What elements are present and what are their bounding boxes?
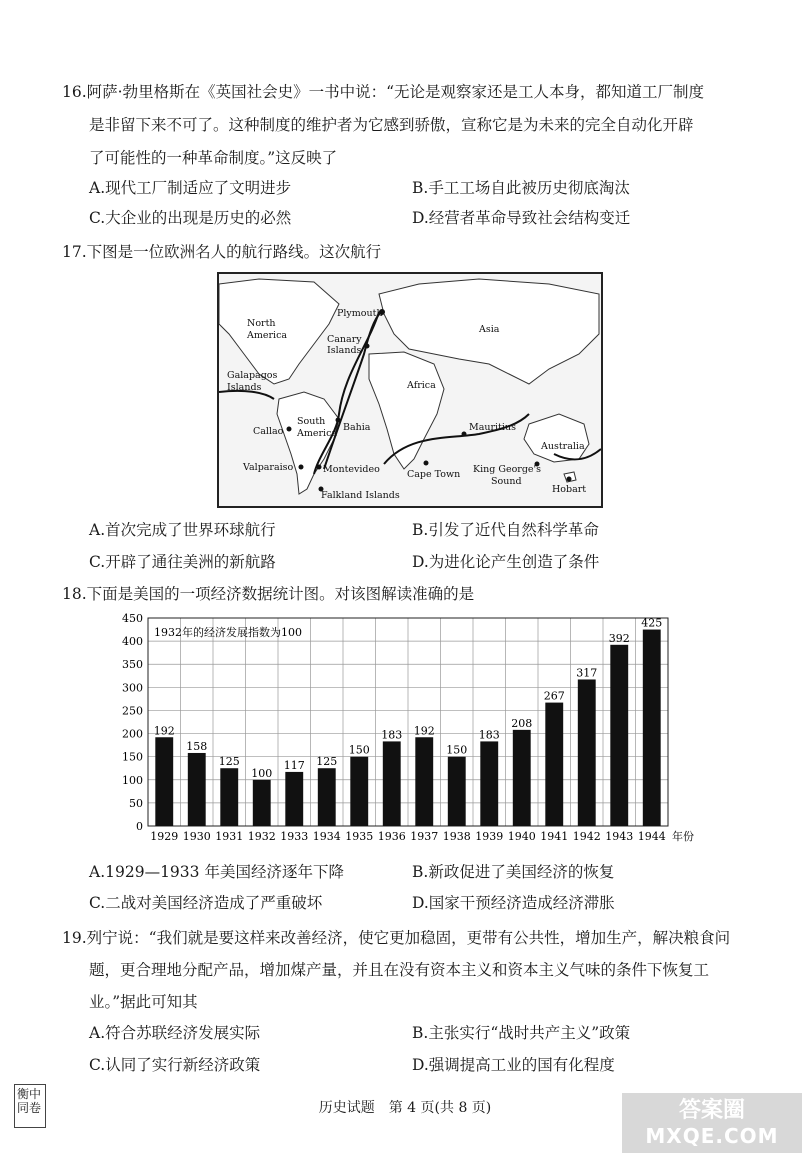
q19-stem-line-3: 业。”据此可知其 xyxy=(89,993,198,1011)
bar-1934 xyxy=(318,768,336,826)
watermark-url: MXQE.COM xyxy=(645,1124,779,1148)
watermark-cn: 答案圈 xyxy=(678,1098,745,1123)
bar-1938 xyxy=(448,757,466,826)
bar-value-label-1941: 267 xyxy=(543,689,565,703)
page-footer: 历史试题 第 4 页(共 8 页) xyxy=(318,1100,492,1116)
q16-stem-line-1: 16.阿萨·勃里格斯在《英国社会史》一书中说：“无论是观察家还是工人本身，都知道工厂制度 xyxy=(62,83,705,101)
label-canary-1: Canary xyxy=(327,334,362,345)
bar-value-label-1944: 425 xyxy=(641,616,663,630)
bar-1937 xyxy=(415,737,433,826)
y-tick-label-3: 150 xyxy=(122,750,143,764)
x-tick-label-1930: 1930 xyxy=(182,830,211,843)
x-tick-label-1939: 1939 xyxy=(475,830,504,843)
economic-index-chart xyxy=(110,610,710,850)
x-tick-label-1936: 1936 xyxy=(377,830,406,843)
label-king-george-1: King George's xyxy=(473,464,542,475)
bar-value-label-1931: 125 xyxy=(218,755,240,769)
q19-stem-line-1: 19.列宁说：“我们就是要这样来改善经济，使它更加稳固，更带有公共性，增加生产，解决粮食问 xyxy=(62,929,731,947)
bar-1931 xyxy=(220,768,238,826)
q17-option-a: A.首次完成了世界环球航行 xyxy=(89,521,276,539)
q17-stem: 17.下图是一位欧洲名人的航行路线。这次航行 xyxy=(62,243,382,261)
q18-option-b: B.新政促进了美国经济的恢复 xyxy=(412,863,615,881)
y-tick-label-9: 450 xyxy=(122,612,143,625)
bar-value-label-1936: 183 xyxy=(381,728,403,742)
label-canary-2: Islands xyxy=(327,345,362,356)
q16-option-c: C.大企业的出现是历史的必然 xyxy=(89,209,292,227)
label-hobart: Hobart xyxy=(552,484,587,495)
label-north-america-1: North xyxy=(247,318,276,329)
q19-option-b: B.主张实行“战时共产主义”政策 xyxy=(412,1024,631,1042)
x-tick-label-1931: 1931 xyxy=(215,830,244,843)
bar-1943 xyxy=(610,645,628,826)
label-king-george-2: Sound xyxy=(491,476,522,487)
y-tick-label-7: 350 xyxy=(122,658,143,672)
bar-1939 xyxy=(480,741,498,826)
africa-shape xyxy=(369,352,444,469)
bar-1944 xyxy=(643,630,661,826)
bar-value-label-1942: 317 xyxy=(576,666,598,680)
montevideo-marker xyxy=(317,465,322,470)
y-tick-label-8: 400 xyxy=(122,635,143,649)
bahia-marker xyxy=(336,418,341,423)
label-south-america-1: South xyxy=(297,416,326,427)
y-tick-label-6: 300 xyxy=(122,681,143,695)
cape-town-marker xyxy=(424,461,429,466)
q17-option-b: B.引发了近代自然科学革命 xyxy=(412,521,599,539)
x-tick-label-1938: 1938 xyxy=(442,830,471,843)
x-tick-label-1944: 1944 xyxy=(637,830,666,843)
q19-option-a: A.符合苏联经济发展实际 xyxy=(89,1024,261,1042)
mauritius-marker xyxy=(462,432,467,437)
q16-stem-line-2: 是非留下来不可了。这种制度的维护者为它感到骄傲，宣称它是为未来的完全自动化开辟 xyxy=(89,116,694,134)
bar-value-label-1932: 100 xyxy=(251,766,273,780)
bar-1940 xyxy=(513,730,531,826)
q19-stem-line-2: 题，更合理地分配产品，增加煤产量，并且在没有资本主义和资本主义气味的条件下恢复工 xyxy=(89,961,710,979)
bar-value-label-1939: 183 xyxy=(478,728,500,742)
bar-1935 xyxy=(350,757,368,826)
bar-1941 xyxy=(545,703,563,826)
label-plymouth: Plymouth xyxy=(337,308,383,319)
label-africa: Africa xyxy=(407,380,436,391)
label-galapagos-1: Galapagos xyxy=(227,370,278,381)
q17-option-c: C.开辟了通往美洲的新航路 xyxy=(89,553,276,571)
hobart-marker xyxy=(567,477,572,482)
x-tick-label-1935: 1935 xyxy=(345,830,374,843)
y-tick-label-0: 0 xyxy=(136,820,143,833)
y-tick-label-4: 200 xyxy=(122,727,143,741)
bar-value-label-1940: 208 xyxy=(511,716,533,730)
logo-line-2: 同卷 xyxy=(17,1101,42,1115)
bar-1933 xyxy=(285,772,303,826)
bar-1932 xyxy=(253,780,271,826)
q19-option-c: C.认同了实行新经济政策 xyxy=(89,1056,261,1074)
south-america-shape xyxy=(277,392,339,494)
bar-1929 xyxy=(155,737,173,826)
voyage-map xyxy=(217,272,603,508)
q18-option-d: D.国家干预经济造成经济滞胀 xyxy=(412,894,615,912)
label-australia: Australia xyxy=(541,441,585,452)
x-tick-label-1932: 1932 xyxy=(247,830,276,843)
bar-value-label-1934: 125 xyxy=(316,755,338,769)
label-bahia: Bahia xyxy=(343,422,371,433)
chart-annotation: 1932年的经济发展指数为100 xyxy=(154,626,302,639)
bar-value-label-1937: 192 xyxy=(413,724,435,738)
x-tick-label-1937: 1937 xyxy=(410,830,439,843)
label-falkland: Falkland Islands xyxy=(321,490,400,501)
bar-1942 xyxy=(578,679,596,826)
y-tick-label-5: 250 xyxy=(122,704,143,718)
q18-option-c: C.二战对美国经济造成了严重破坏 xyxy=(89,894,323,912)
q17-option-d: D.为进化论产生创造了条件 xyxy=(412,553,600,571)
bar-value-label-1938: 150 xyxy=(446,743,468,757)
voyage-map-svg xyxy=(219,274,601,506)
label-south-america-2: America xyxy=(297,428,338,439)
logo-line-1: 衡中 xyxy=(17,1087,42,1101)
bar-1936 xyxy=(383,741,401,826)
x-tick-label-1941: 1941 xyxy=(540,830,569,843)
label-cape-town: Cape Town xyxy=(407,469,461,480)
x-tick-label-1942: 1942 xyxy=(572,830,601,843)
x-axis-label: 年份 xyxy=(672,830,694,843)
label-galapagos-2: Islands xyxy=(227,382,262,393)
x-tick-label-1934: 1934 xyxy=(312,830,341,843)
q16-stem-line-3: 了可能性的一种革命制度。”这反映了 xyxy=(89,149,338,167)
x-tick-label-1933: 1933 xyxy=(280,830,309,843)
valparaiso-marker xyxy=(299,465,304,470)
site-watermark xyxy=(622,1093,802,1153)
economic-index-chart-svg xyxy=(110,610,710,850)
x-tick-label-1943: 1943 xyxy=(605,830,634,843)
y-tick-label-2: 100 xyxy=(122,773,143,787)
bar-value-label-1933: 117 xyxy=(283,758,305,772)
bar-value-label-1929: 192 xyxy=(153,724,175,738)
q18-option-a: A.1929—1933 年美国经济逐年下降 xyxy=(89,863,344,881)
x-tick-label-1929: 1929 xyxy=(150,830,179,843)
label-montevideo: Montevideo xyxy=(323,464,380,475)
label-asia: Asia xyxy=(479,324,500,335)
bar-value-label-1935: 150 xyxy=(348,743,370,757)
label-mauritius: Mauritius xyxy=(469,422,516,433)
x-tick-label-1940: 1940 xyxy=(507,830,536,843)
q16-option-d: D.经营者革命导致社会结构变迁 xyxy=(412,209,631,227)
canary-islands-marker xyxy=(365,344,370,349)
callao-marker xyxy=(287,427,292,432)
bar-value-label-1930: 158 xyxy=(186,739,208,753)
q19-option-d: D.强调提高工业的国有化程度 xyxy=(412,1056,615,1074)
q16-option-b: B.手工工场自此被历史彻底淘汰 xyxy=(412,179,630,197)
label-valparaiso: Valparaiso xyxy=(243,462,294,473)
bar-value-label-1943: 392 xyxy=(608,631,630,645)
label-north-america-2: America xyxy=(247,330,288,341)
y-tick-label-1: 50 xyxy=(129,796,143,810)
q18-stem: 18.下面是美国的一项经济数据统计图。对该图解读准确的是 xyxy=(62,585,475,603)
q16-option-a: A.现代工厂制适应了文明进步 xyxy=(89,179,292,197)
label-callao: Callao xyxy=(253,426,284,437)
bar-1930 xyxy=(188,753,206,826)
